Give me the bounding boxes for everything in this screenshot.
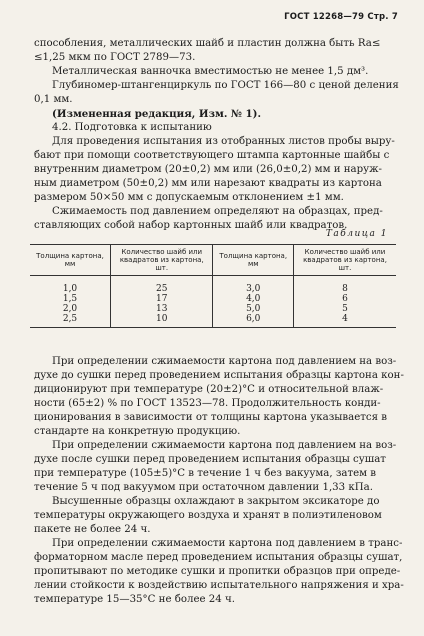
text-line: ности (65±2) % по ГОСТ 13523—78. Продолжительность конди- (34, 398, 381, 409)
table-cell: 5,0 (213, 304, 294, 314)
text-line: форматорном масле перед проведением испытания образцы сушат, (34, 552, 403, 563)
text-line: размером 50×50 мм с допускаемым отклонением ±1 мм. (34, 192, 344, 203)
text-line: 0,1 мм. (34, 94, 73, 105)
text-line: пропитывают по методике сушки и пропитки образцов при опреде- (34, 566, 401, 577)
text-line: внутренним диаметром (20±0,2) мм или (26,0±0,2) мм и наруж- (34, 164, 382, 175)
text-line: ставляющих собой набор картонных шайб или квадратов. (34, 220, 348, 231)
table-cell: 6,0 (213, 314, 294, 328)
text-line: Глубиномер-штангенциркуль по ГОСТ 166—80 с ценой деления (52, 80, 399, 91)
text-line: температуры окружающего воздуха и хранят в полиэтиленовом (34, 510, 382, 521)
page-header: ГОСТ 12268—79 Стр. 7 (284, 12, 398, 22)
table-cell: 1,5 (62, 294, 78, 304)
table-header-row (30, 245, 396, 276)
text-line: способления, металлических шайб и пластин должна быть Ra≤ (34, 38, 381, 49)
section-heading: 4.2. Подготовка к испытанию (52, 122, 212, 133)
text-line: Для проведения испытания из отобранных листов пробы выру- (52, 136, 395, 147)
table-cell: 8 (294, 276, 397, 295)
text-line: при температуре (105±5)°C в течение 1 ч без вакуума, затем в (34, 468, 377, 479)
text-line: температуре 15—35°C не более 24 ч. (34, 594, 235, 605)
text-line: При определении сжимаемости картона под давлением в транс- (52, 538, 403, 549)
text-line: При определении сжимаемости картона под давлением на воз- (52, 356, 397, 367)
text-line: духе после сушки перед проведением испытания образцы сушат (34, 454, 386, 465)
text-line: бают при помощи соответствующего штампа картонные шайбы с (34, 150, 390, 161)
text-line: Высушенные образцы охлаждают в закрытом эксикаторе до (52, 496, 380, 507)
text-line: ционирования в зависимости от толщины картона указывается в (34, 412, 387, 423)
table-header-cell: Толщина картона, мм (213, 245, 294, 276)
text-line: диционируют при температуре (20±2)°C и относительной влаж- (34, 384, 384, 395)
table-cell: 4 (294, 314, 397, 328)
text-line: стандарте на конкретную продукцию. (34, 426, 241, 437)
table-cell: 13 (111, 304, 213, 314)
table-cell: 6 (294, 294, 397, 304)
table-header-cell: Толщина картона, мм (30, 245, 111, 276)
text-line: При определении сжимаемости картона под давлением на воз- (52, 440, 397, 451)
table-cell: 10 (111, 314, 213, 328)
table-cell: 4,0 (213, 294, 294, 304)
text-line: лении стойкости к воздействию испытательного напряжения и хра- (34, 580, 404, 591)
table-row (30, 276, 396, 295)
text-line: Металлическая ванночка вместимостью не менее 1,5 дм³. (52, 66, 369, 77)
text-line: Сжимаемость под давлением определяют на образцах, пред- (52, 206, 383, 217)
table-cell: 3,0 (213, 276, 294, 295)
table-header-cell: Количество шайб или квадратов из картона, шт. (294, 245, 397, 276)
text-line: ным диаметром (50±0,2) мм или нарезают квадраты из картона (34, 178, 382, 189)
text-line: ≤1,25 мкм по ГОСТ 2789—73. (34, 52, 196, 63)
amendment-note: (Измененная редакция, Изм. № 1). (52, 108, 262, 120)
table-cell: 2,5 (30, 314, 111, 328)
table-cell: 17 (111, 294, 213, 304)
table-cell: 1,0 (62, 284, 78, 294)
table-cell: 25 (111, 276, 213, 295)
data-table (30, 244, 396, 328)
table-row (30, 304, 396, 314)
text-line: духе до сушки перед проведением испытания образцы картона кон- (34, 370, 404, 381)
table-cell: 2,0 (62, 304, 78, 314)
table-header-cell: Количество шайб или квадратов из картона, шт. (111, 245, 213, 276)
text-line: пакете не более 24 ч. (34, 524, 151, 535)
text-line: течение 5 ч под вакуумом при остаточном давлении 1,33 кПа. (34, 482, 373, 493)
table-cell: 5 (294, 304, 397, 314)
table-caption: Таблица 1 (325, 229, 388, 239)
table-row (30, 314, 396, 328)
table-row (30, 294, 396, 304)
